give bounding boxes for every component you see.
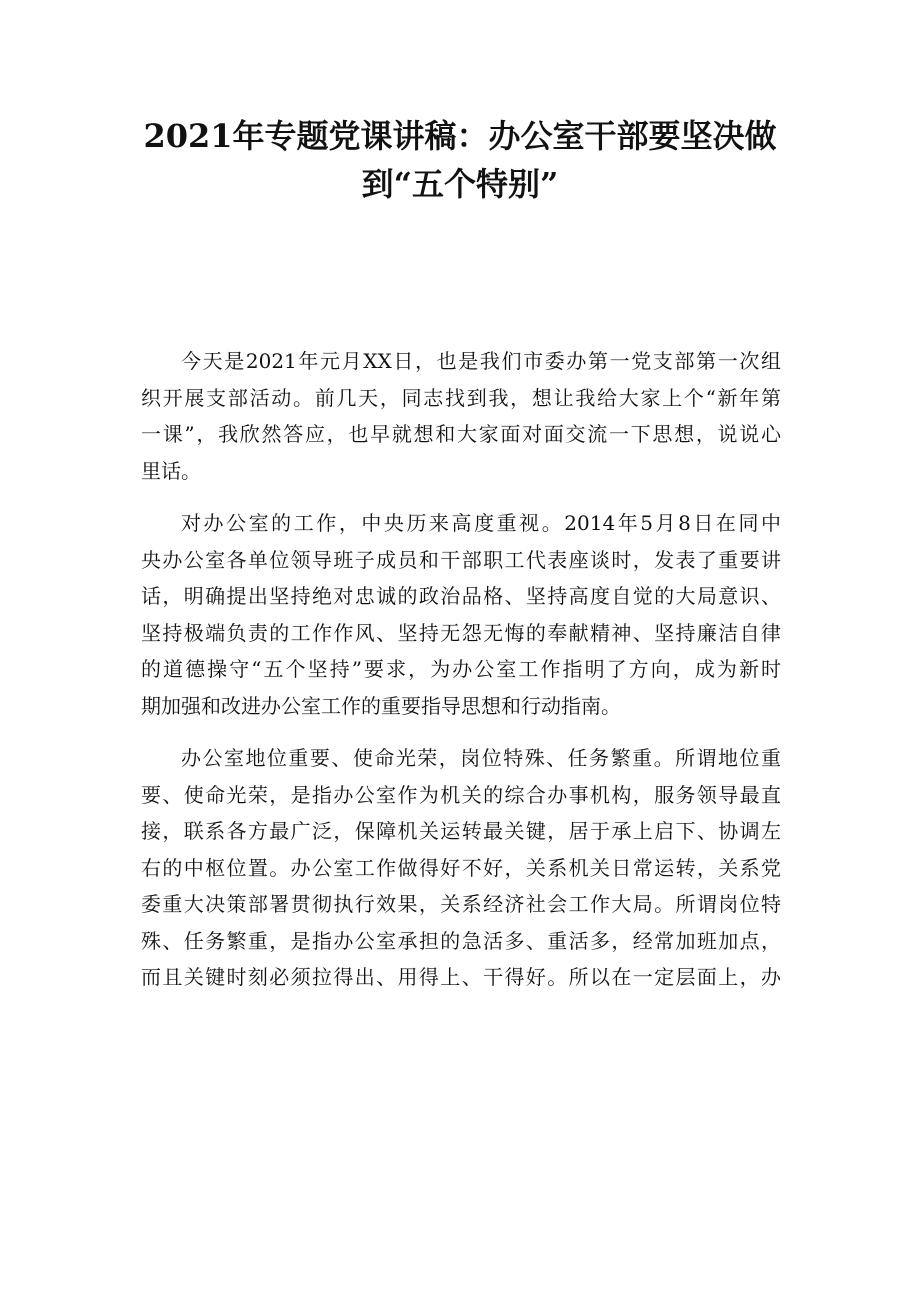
paragraph-line: 坚持极端负责的工作作风、坚持无怨无悔的奉献精神、坚持廉洁自律 [141, 620, 781, 645]
title-line: 2021年专题党课讲稿：办公室干部要坚决做 [143, 117, 777, 155]
paragraph-line: 委重大决策部署贯彻执行效果，关系经济社会工作大局。所谓岗位特 [141, 892, 781, 916]
paragraph-3 [141, 740, 781, 996]
paragraph-line: 里话。 [141, 458, 201, 483]
paragraph-line: 对办公室的工作，中央历来高度重视。2014年5月8日在同中 [181, 511, 781, 535]
paragraph-line: 期加强和改进办公室工作的重要指导思想和行动指南。 [141, 693, 621, 718]
title-line: 到“五个特别” [361, 165, 559, 203]
document-title [120, 112, 800, 208]
paragraph-line: 接，联系各方最广泛，保障机关运转最关键，居于承上启下、协调左 [141, 819, 781, 843]
paragraph-line: 的道德操守“五个坚持”要求，为办公室工作指明了方向，成为新时 [141, 657, 781, 681]
paragraph-1 [141, 343, 781, 489]
paragraph-line: 央办公室各单位领导班子成员和干部职工代表座谈时，发表了重要讲 [141, 547, 781, 572]
paragraph-line: 而且关键时刻必须拉得出、用得上、干得好。所以在一定层面上，办 [141, 965, 781, 989]
paragraph-2 [141, 505, 781, 724]
paragraph-line: 殊、任务繁重，是指办公室承担的急活多、重活多，经常加班加点， [141, 928, 781, 953]
paragraph-line: 办公室地位重要、使命光荣，岗位特殊、任务繁重。所谓地位重 [181, 746, 781, 770]
paragraph-line: 要、使命光荣，是指办公室作为机关的综合办事机构，服务领导最直 [141, 782, 781, 807]
document-body [141, 343, 781, 1012]
paragraph-line: 一课”，我欣然答应，也早就想和大家面对面交流一下思想，说说心 [141, 422, 781, 446]
paragraph-line: 织开展支部活动。前几天，同志找到我，想让我给大家上个“新年第 [141, 385, 781, 410]
paragraph-line: 话，明确提出坚持绝对忠诚的政治品格、坚持高度自觉的大局意识、 [141, 584, 781, 608]
paragraph-line: 今天是2021年元月XX日，也是我们市委办第一党支部第一次组 [181, 349, 781, 373]
paragraph-line: 右的中枢位置。办公室工作做得好不好，关系机关日常运转，关系党 [141, 855, 781, 880]
